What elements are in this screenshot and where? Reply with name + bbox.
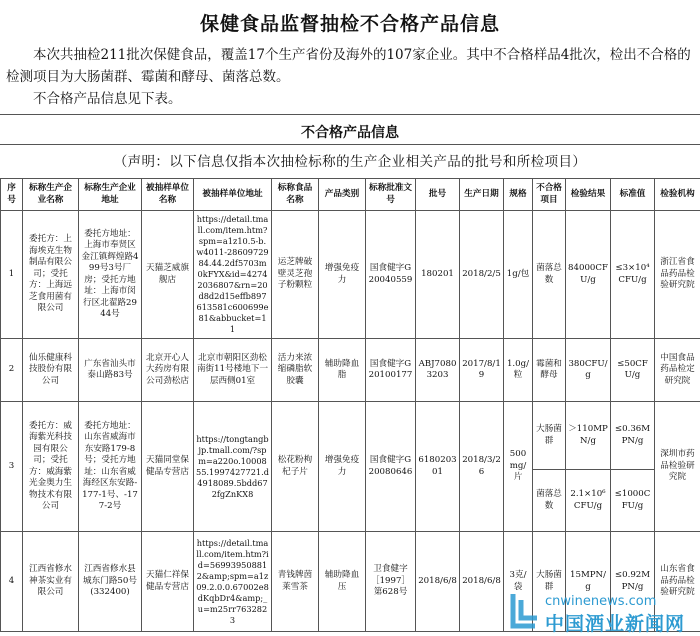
column-header: 标称批准文号 (366, 179, 416, 211)
cell-result: ＞110MPN/g (566, 402, 611, 470)
cell-fail-item: 大肠菌群 (533, 402, 566, 470)
cell-result: 84000CFU/g (566, 211, 611, 339)
cell-sampled-unit: 天猫芝威旗舰店 (142, 211, 194, 339)
cell-approval: 国食健字G20100177 (366, 339, 416, 402)
watermark-url[interactable]: cnwinenews.com (545, 594, 656, 609)
cell-standard: ≤1000CFU/g (611, 470, 655, 532)
divider (0, 114, 700, 115)
cell-approval: 国食健字G20040559 (366, 211, 416, 339)
cell-approval: 卫食健字［1997］第628号 (366, 532, 416, 632)
cell-standard: ≤0.92MPN/g (611, 532, 655, 632)
cell-sampled-address: 北京市朝阳区劲松南街11号楼地下一层西侧01室 (194, 339, 272, 402)
column-header: 序号 (1, 179, 23, 211)
cell-result: 380CFU/g (566, 339, 611, 402)
column-header: 检验结果 (566, 179, 611, 211)
intro-paragraph-2: 不合格产品信息见下表。 (6, 88, 694, 110)
column-header: 标准值 (611, 179, 655, 211)
cell-category: 辅助降血压 (319, 532, 366, 632)
cell-company: 江西省修水神茶实业有限公司 (23, 532, 79, 632)
cell-sampled-unit: 天猫仁祥保健品专营店 (142, 532, 194, 632)
cell-no: 2 (1, 339, 23, 402)
cell-result: 15MPN/g (566, 532, 611, 632)
cell-fail-item: 大肠菌群 (533, 532, 566, 632)
cell-product: 运芝牌破壁灵芝孢子粉颗粒 (272, 211, 319, 339)
cell-company: 委托方：上海埃克生物制品有限公司；受托方：上海远芝食用菌有限公司 (23, 211, 79, 339)
cell-fail-item: 菌落总数 (533, 470, 566, 532)
divider (0, 144, 700, 145)
page-title: 保健食品监督抽检不合格产品信息 (0, 9, 700, 36)
cell-address: 江西省修水县城东门路50号(332400) (79, 532, 142, 632)
column-header: 标称食品名称 (272, 179, 319, 211)
column-header: 标称生产企业地址 (79, 179, 142, 211)
cell-agency: 中国食品药品检定研究院 (655, 339, 700, 402)
cell-no: 1 (1, 211, 23, 339)
column-header: 批号 (416, 179, 460, 211)
column-header: 产品类别 (319, 179, 366, 211)
cell-address: 广东省汕头市泰山路83号 (79, 339, 142, 402)
cell-batch: 180201 (416, 211, 460, 339)
cell-batch: 618020301 (416, 402, 460, 532)
cell-standard: ≤3×10⁴ CFU/g (611, 211, 655, 339)
cell-standard: ≤0.36MPN/g (611, 402, 655, 470)
cell-product: 青钱牌茵莱雪茶 (272, 532, 319, 632)
statement: （声明：以下信息仅指本次抽检标称的生产企业相关产品的批号和所检项目） (0, 150, 700, 170)
cell-date: 2018/2/5 (460, 211, 504, 339)
cell-fail-item: 霉菌和酵母 (533, 339, 566, 402)
cell-date: 2018/3/26 (460, 402, 504, 532)
column-header: 检验机构 (655, 179, 700, 211)
cell-product: 活力来浓缩磷脂软胶囊 (272, 339, 319, 402)
table-title: 不合格产品信息 (0, 122, 700, 142)
cell-category: 增强免疫力 (319, 402, 366, 532)
cell-company: 委托方：威海紫光科技园有限公司；受托方：威海紫光金奥力生物技术有限公司 (23, 402, 79, 532)
column-header: 不合格项目 (533, 179, 566, 211)
cell-no: 3 (1, 402, 23, 532)
cell-standard: ≤50CFU/g (611, 339, 655, 402)
cell-date: 2017/8/19 (460, 339, 504, 402)
cell-spec: 1g/包 (504, 211, 533, 339)
intro-text (6, 44, 694, 110)
cell-spec: 3克/袋 (504, 532, 533, 632)
watermark-site-name: 中国酒业新闻网 (545, 609, 685, 636)
cell-product: 松花粉枸杞子片 (272, 402, 319, 532)
cell-approval: 国食健字G20080646 (366, 402, 416, 532)
table-header-row (1, 179, 700, 211)
cell-address: 委托方地址：上海市奉贤区金江镇辉煌路499号3号厂房；受托方地址：上海市闵行区北翟路2944号 (79, 211, 142, 339)
cell-sampled-unit: 天猫同堂保健品专营店 (142, 402, 194, 532)
cell-category: 辅助降血脂 (319, 339, 366, 402)
column-header: 被抽样单位地址 (194, 179, 272, 211)
table-row (1, 211, 700, 339)
cell-sampled-address: https://detail.tmall.com/item.htm?spm=a1z10.5-b.w4011-2860972984.44.2df5703m0kFYX&id=42742036807&rn=20d8d2d15effb897613581c600699e81&abbucket=11 (194, 211, 272, 339)
cell-result: 2.1×10⁶CFU/g (566, 470, 611, 532)
table-row (1, 339, 700, 402)
column-header: 被抽样单位名称 (142, 179, 194, 211)
cell-batch: ABJ70803203 (416, 339, 460, 402)
cell-address: 委托方地址：山东省威海市东安路179-8号；受托方地址：山东省威海经区东安路-177-1号、-177-2号 (79, 402, 142, 532)
cell-sampled-address: https://tongtangbjp.tmall.com/?spm=a220o.1000855.1997427721.d4918089.5bdd672fgZnKX8 (194, 402, 272, 532)
cell-fail-item: 菌落总数 (533, 211, 566, 339)
intro-paragraph-1: 本次共抽检211批次保健食品，覆盖17个生产省份及海外的107家企业。其中不合格样品4批次，检出不合格的检测项目为大肠菌群、霉菌和酵母、菌落总数。 (6, 44, 694, 88)
column-header: 生产日期 (460, 179, 504, 211)
cell-date: 2018/6/8 (460, 532, 504, 632)
cell-sampled-address: https://detail.tmall.com/item.htm?id=569939508812&amp;spm=a1z09.2.0.0.67002e8dKqbDr4&amp;_u=m25rr7632823 (194, 532, 272, 632)
cell-agency: 深圳市药品检验研究院 (655, 402, 700, 532)
watermark-logo-icon (509, 590, 541, 630)
cell-sampled-unit: 北京开心人大药房有限公司劲松店 (142, 339, 194, 402)
table-row (1, 402, 700, 470)
cell-spec: 500mg/片 (504, 402, 533, 532)
cell-agency: 浙江省食品药品检验研究院 (655, 211, 700, 339)
product-table (0, 178, 700, 632)
cell-company: 仙乐健康科技股份有限公司 (23, 339, 79, 402)
cell-no: 4 (1, 532, 23, 632)
cell-spec: 1.0g/粒 (504, 339, 533, 402)
column-header: 规格 (504, 179, 533, 211)
column-header: 标称生产企业名称 (23, 179, 79, 211)
cell-agency: 山东省食品药品检验研究院 (655, 532, 700, 632)
cell-batch: 2018/6/8 (416, 532, 460, 632)
cell-category: 增强免疫力 (319, 211, 366, 339)
